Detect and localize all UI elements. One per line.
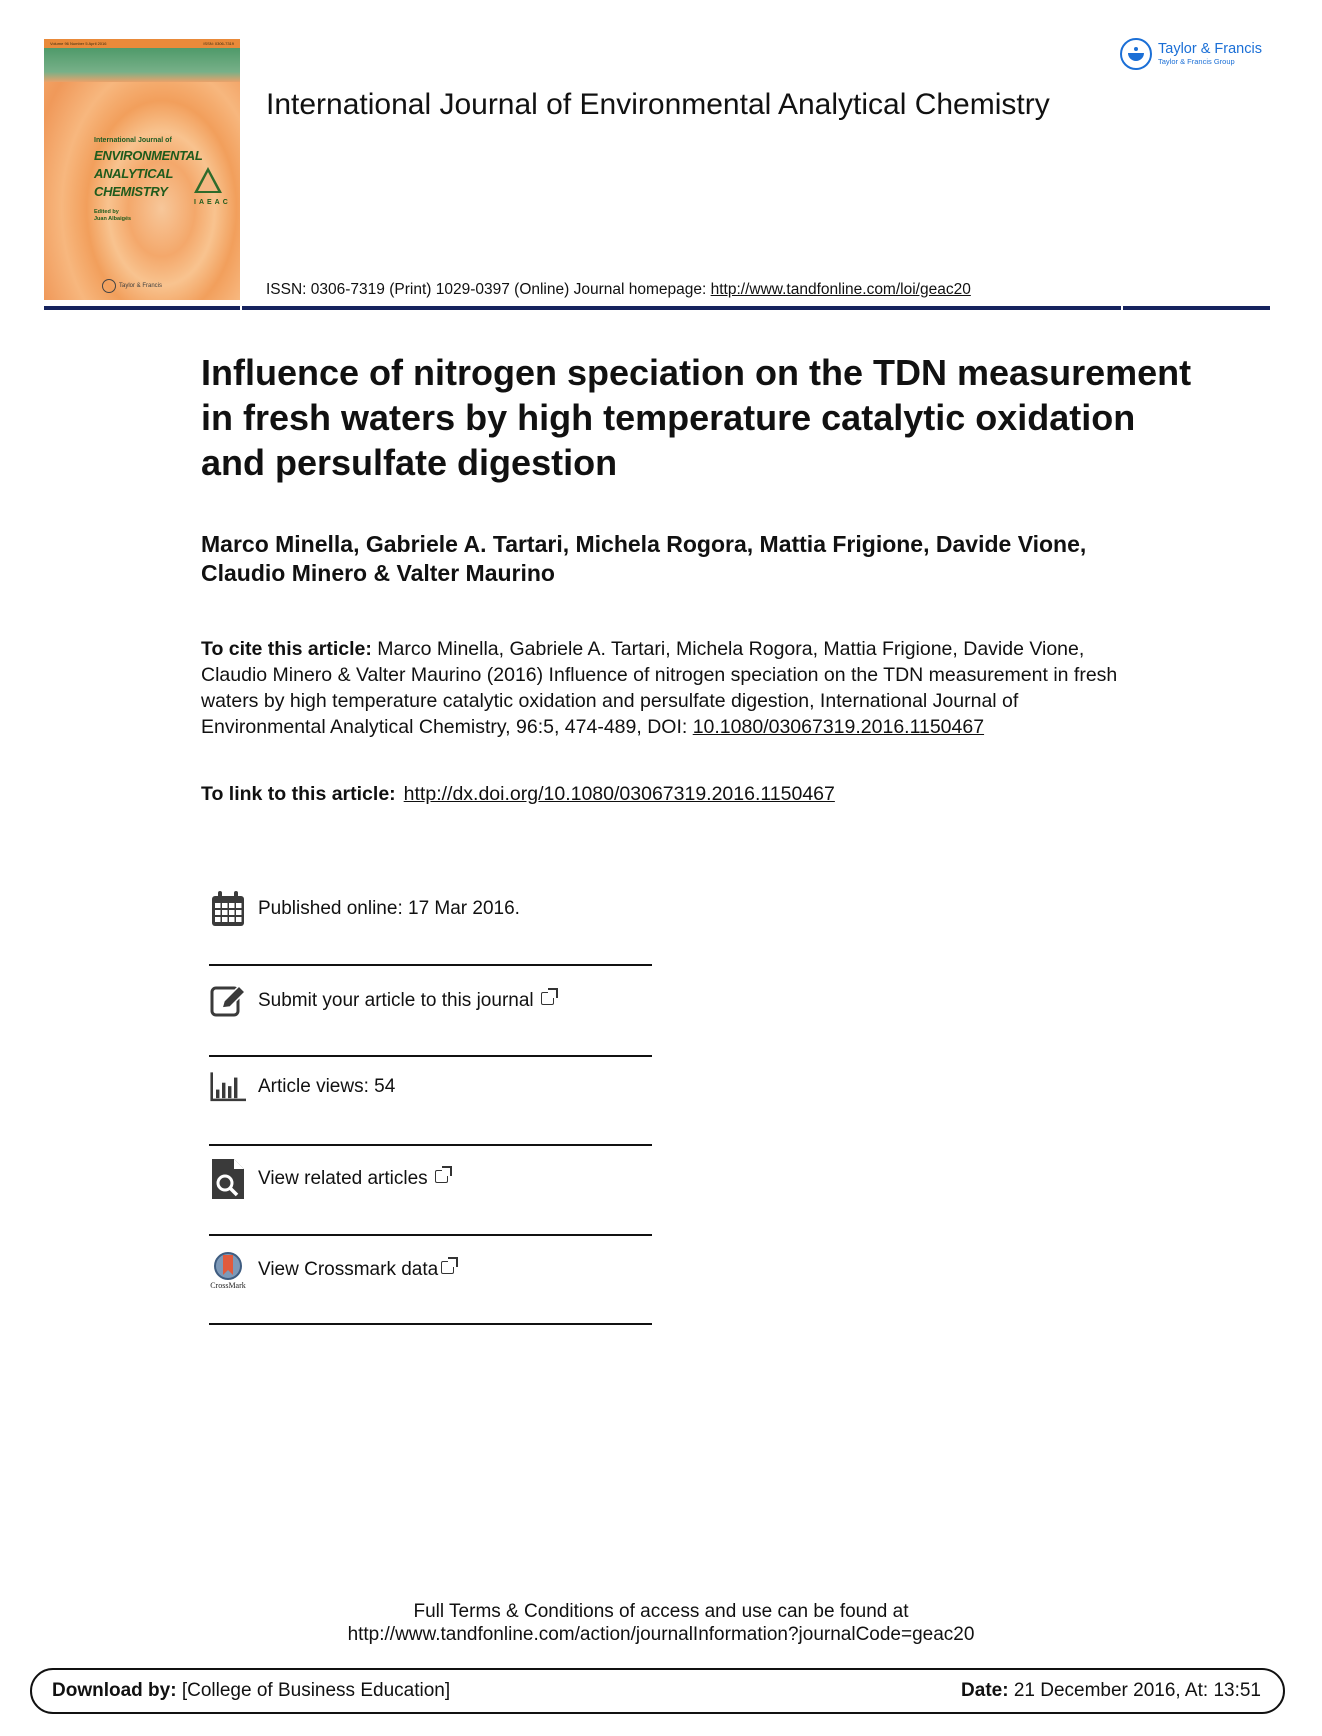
terms-notice — [0, 1600, 1322, 1646]
edit-icon — [210, 982, 246, 1020]
related-articles-row[interactable] — [210, 1160, 652, 1198]
header-rule-gap — [1121, 306, 1123, 310]
link-label: To link to this article: — [201, 783, 396, 805]
download-value: [College of Business Education] — [176, 1680, 451, 1701]
divider — [209, 1234, 652, 1236]
published-online-row — [210, 890, 652, 928]
divider — [209, 964, 652, 966]
terms-line-1: Full Terms & Conditions of access and use can be found at — [413, 1601, 909, 1622]
cover-title-line: ANALYTICAL — [94, 166, 174, 181]
date-value: 21 December 2016, At: 13:51 — [1008, 1680, 1261, 1701]
download-info-box — [30, 1668, 1285, 1714]
journal-cover-image — [44, 39, 240, 300]
published-online-text: Published online: 17 Mar 2016. — [258, 898, 520, 919]
cover-top-band — [44, 39, 240, 48]
cover-title — [94, 147, 203, 201]
header-rule — [44, 306, 1270, 310]
header-rule-gap — [240, 306, 242, 310]
cover-title-line: ENVIRONMENTAL — [94, 148, 203, 163]
submit-article-link[interactable] — [258, 990, 554, 1012]
document-search-icon — [210, 1160, 246, 1198]
cover-editor — [94, 209, 131, 223]
cover-publisher — [102, 279, 162, 293]
publisher-group: Taylor & Francis Group — [1158, 57, 1235, 66]
issn-line — [266, 281, 971, 299]
publisher-name: Taylor & Francis — [1158, 41, 1262, 57]
crossmark-row[interactable] — [210, 1248, 652, 1292]
download-label: Download by: — [52, 1680, 177, 1701]
crossmark-icon — [210, 1248, 246, 1292]
external-link-icon — [541, 992, 554, 1005]
crossmark-text: View Crossmark data — [258, 1259, 439, 1280]
terms-url[interactable]: http://www.tandfonline.com/action/journalInformation?journalCode=geac20 — [347, 1624, 975, 1645]
article-views-row — [210, 1068, 652, 1106]
article-doi-url[interactable]: http://dx.doi.org/10.1080/03067319.2016.1150467 — [403, 783, 835, 805]
calendar-icon — [210, 890, 246, 928]
cite-label: To cite this article: — [201, 638, 372, 660]
publisher-logo-icon — [102, 279, 116, 293]
journal-homepage-link[interactable]: http://www.tandfonline.com/loi/geac20 — [710, 281, 971, 298]
date-label: Date: — [961, 1680, 1009, 1701]
cover-issn: ISSN: 0306-7319 — [203, 41, 234, 46]
download-by — [52, 1680, 450, 1702]
cover-intl: International Journal of — [94, 137, 172, 144]
bar-chart-icon — [210, 1068, 246, 1106]
crossmark-caption: CrossMark — [210, 1280, 246, 1290]
cite-text: Marco Minella, Gabriele A. Tartari, Michela Rogora, Mattia Frigione, Davide Vione, Claudio Minero & Valter Maurino (2016) Influence of nitrogen speciation on the TDN measurement in fresh waters by high temperature catalytic oxidation and persulfate digestion, International Journal of Environmental Analytical Chemistry, 96:5, 474-489, DOI: — [201, 638, 1118, 738]
article-title: Influence of nitrogen speciation on the TDN measurement in fresh waters by high temperature catalytic oxidation and persulfate digestion — [201, 352, 1192, 483]
cover-edited-by: Edited by — [94, 209, 119, 215]
cover-title-line: CHEMISTRY — [94, 184, 168, 199]
iaeac-triangle-icon — [194, 167, 222, 193]
divider — [209, 1144, 652, 1146]
crossmark-link[interactable] — [258, 1259, 454, 1281]
cover-volume: Volume 96 Number 5 April 2016 — [50, 41, 107, 46]
divider — [209, 1323, 652, 1325]
issn-text: ISSN: 0306-7319 (Print) 1029-0397 (Online) Journal homepage: — [266, 281, 711, 298]
taylor-francis-logo[interactable] — [1120, 38, 1262, 70]
doi-link[interactable]: 10.1080/03067319.2016.1150467 — [692, 716, 985, 738]
article-authors: Marco Minella, Gabriele A. Tartari, Michela Rogora, Mattia Frigione, Davide Vione, Claudio Minero & Valter Maurino — [201, 531, 1087, 586]
submit-article-text: Submit your article to this journal — [258, 990, 534, 1011]
cover-publisher-name: Taylor & Francis — [119, 283, 163, 289]
related-articles-link[interactable] — [258, 1168, 448, 1190]
article-views-text: Article views: 54 — [258, 1076, 396, 1097]
divider — [209, 1055, 652, 1057]
citation-block — [201, 636, 1131, 740]
external-link-icon — [435, 1170, 448, 1183]
cover-editor-name: Juan Albaigés — [94, 216, 132, 222]
journal-title: International Journal of Environmental Analytical Chemistry — [266, 88, 1050, 121]
external-link-icon — [441, 1261, 454, 1274]
cover-green-band — [44, 48, 240, 82]
download-date — [961, 1680, 1261, 1702]
lamp-icon — [1120, 38, 1152, 70]
submit-article-row[interactable] — [210, 982, 652, 1020]
cover-society: IAEAC — [194, 199, 231, 206]
related-articles-text: View related articles — [258, 1168, 428, 1189]
article-link-line — [201, 783, 835, 806]
